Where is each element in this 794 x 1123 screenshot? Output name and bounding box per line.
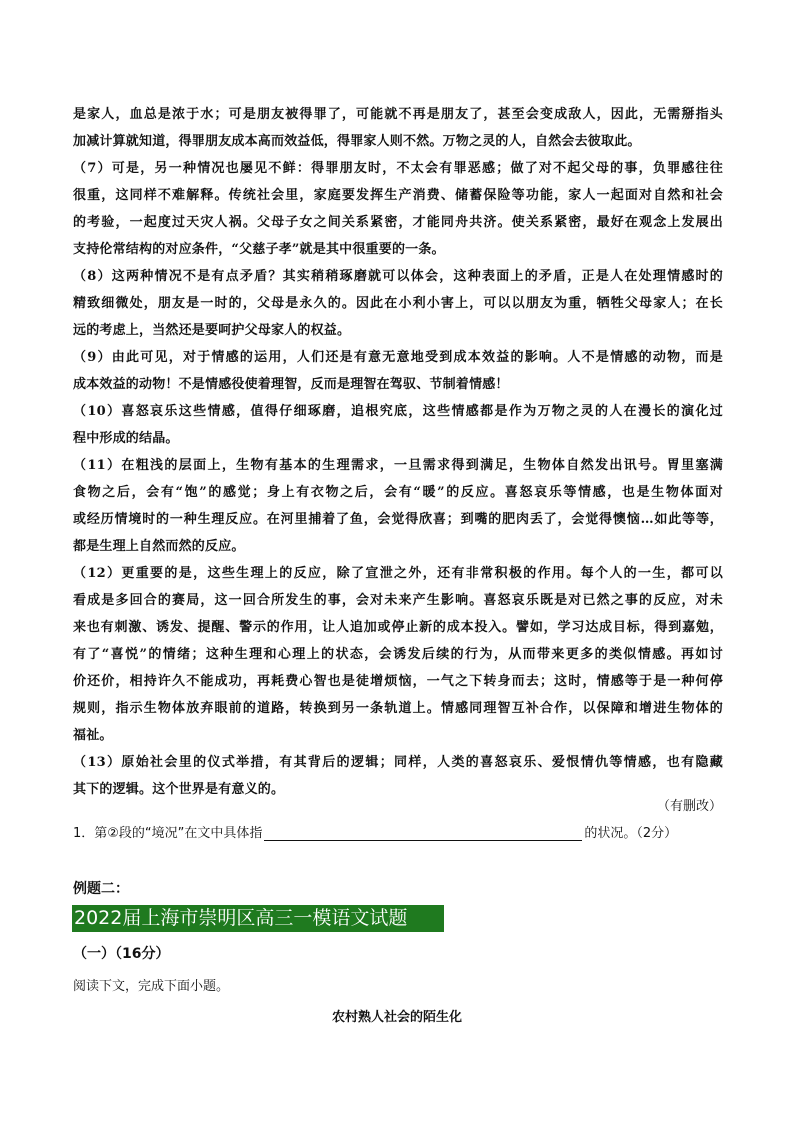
body-line: 都是生理上自然而然的反应。: [73, 539, 245, 554]
source-note: （有删改）: [656, 799, 722, 814]
body-line: （13）原始社会里的仪式举措，有其背后的逻辑；同样，人类的喜怒哀乐、爱恨情仇等情感，也有隐藏: [73, 755, 723, 770]
question-suffix: 的状况。（2分）: [584, 826, 678, 841]
body-line: （9）由此可见，对于情感的运用，人们还是有意无意地受到成本效益的影响。人不是情感的动物，而是: [73, 350, 723, 365]
body-line: 其下的逻辑。这个世界是有意义的。: [73, 782, 285, 797]
exam-title-banner: 2022届上海市崇明区高三一模语文试题: [72, 905, 444, 932]
body-line: 的考验，一起度过天灾人祸。父母子女之间关系紧密，才能同舟共济。使关系紧密，最好在观念上发展出: [73, 215, 723, 230]
body-line: （10）喜怒哀乐这些情感，值得仔细琢磨，追根究底，这些情感都是作为万物之灵的人在漫长的演化过: [73, 404, 723, 419]
body-line: 有了“喜悦”的情绪；这种生理和心理上的状态，会诱发后续的行为，从而带来更多的类似情感。再如讨: [73, 647, 723, 662]
question-prefix: 1．第②段的“境况”在文中具体指: [73, 826, 263, 841]
question-1: [73, 822, 723, 841]
answer-blank[interactable]: [264, 826, 582, 841]
body-line: 来也有刺激、诱发、提醒、警示的作用，让人追加或停止新的成本投入。譬如，学习达成目标，得到嘉勉，: [73, 620, 723, 635]
body-line: 规则，指示生物体放弃眼前的道路，转换到另一条轨道上。情感同理智互补合作，以保障和增进生物体的: [73, 701, 723, 716]
body-line: 食物之后，会有“饱”的感觉；身上有衣物之后，会有“暖”的反应。喜怒哀乐等情感，也是生物体面对: [73, 485, 723, 500]
section-heading: （一）（16分）: [73, 946, 170, 962]
body-line: 成本效益的动物！不是情感役使着理智，反而是理智在驾驭、节制着情感！: [73, 377, 509, 392]
body-line: 或经历情境时的一种生理反应。在河里捕着了鱼，会觉得欣喜；到嘴的肥肉丢了，会觉得懊恼…如此等等，: [73, 512, 723, 527]
body-line: 加减计算就知道，得罪朋友成本高而效益低，得罪家人则不然。万物之灵的人，自然会去彼取此。: [73, 134, 641, 149]
reading-instruction: 阅读下文，完成下面小题。: [73, 979, 230, 994]
example-label: 例题二：: [73, 881, 129, 897]
body-line: 是家人，血总是浓于水；可是朋友被得罪了，可能就不再是朋友了，甚至会变成敌人，因此，无需掰指头: [73, 107, 723, 122]
body-line: 福祉。: [73, 728, 113, 743]
body-line: 程中形成的结晶。: [73, 431, 179, 446]
body-line: 价还价，相持许久不能成功，再耗费心智也是徒增烦恼，一气之下转身而去；这时，情感等于是一种何停: [73, 674, 723, 689]
body-line: （11）在粗浅的层面上，生物有基本的生理需求，一旦需求得到满足，生物体自然发出讯号。胃里塞满: [73, 458, 723, 473]
body-line: 精致细微处，朋友是一时的，父母是永久的。因此在小利小害上，可以以朋友为重，牺牲父母家人；在长: [73, 296, 723, 311]
article-title: 农村熟人社会的陌生化: [331, 1010, 462, 1025]
body-line: 看成是多回合的赛局，这一回合所发生的事，会对未来产生影响。喜怒哀乐既是对已然之事的反应，对未: [73, 593, 723, 608]
body-line: 支持伦常结构的对应条件，“父慈子孝”就是其中很重要的一条。: [73, 242, 445, 257]
body-line: （12）更重要的是，这些生理上的反应，除了宣泄之外，还有非常积极的作用。每个人的一生，都可以: [73, 566, 723, 581]
body-line: （8）这两种情况不是有点矛盾？其实稍稍琢磨就可以体会，这种表面上的矛盾，正是人在处理情感时的: [73, 269, 723, 284]
article-body: [73, 101, 723, 803]
body-line: 远的考虑上，当然还是要呵护父母家人的权益。: [73, 323, 351, 338]
body-line: 很重，这同样不难解释。传统社会里，家庭要发挥生产消费、储蓄保险等功能，家人一起面对自然和社会: [73, 188, 723, 203]
body-line: （7）可是，另一种情况也屡见不鲜：得罪朋友时，不太会有罪恶感；做了对不起父母的事，负罪感往往: [73, 161, 723, 176]
